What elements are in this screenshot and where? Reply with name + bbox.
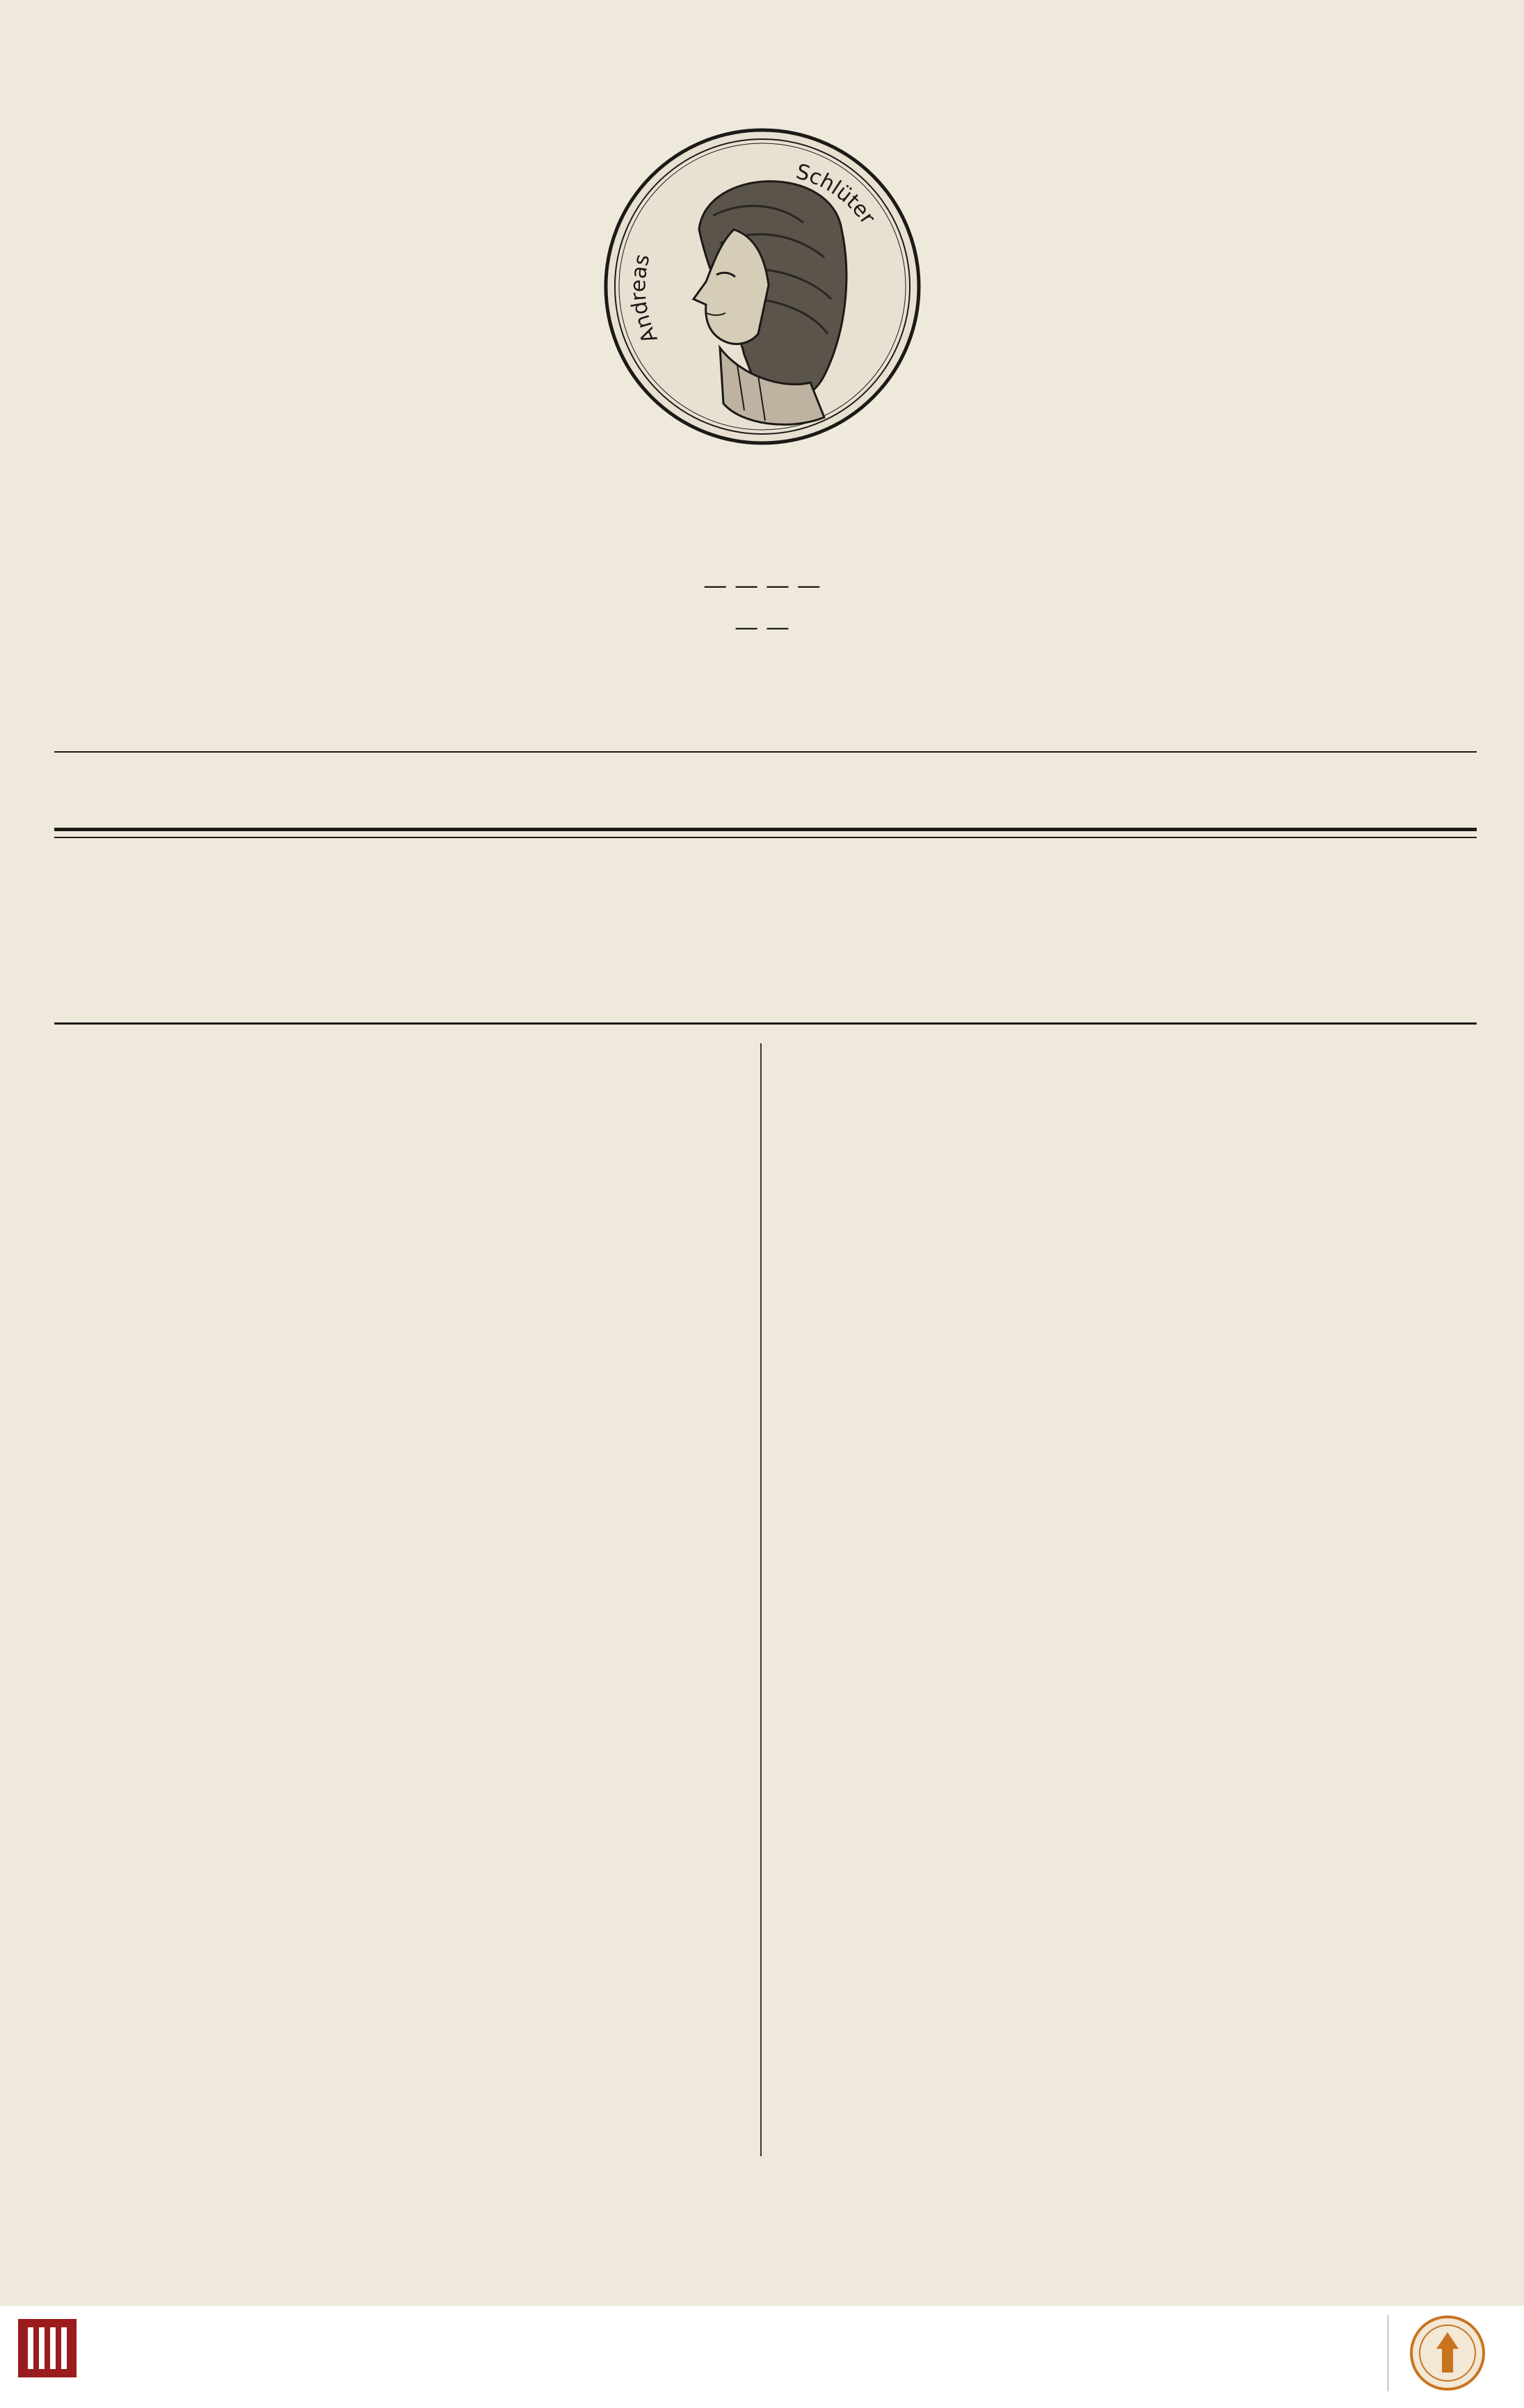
article-line bbox=[771, 1198, 1472, 1228]
masthead-title-right bbox=[952, 163, 1480, 289]
article-line bbox=[771, 1075, 1472, 1106]
article-line bbox=[54, 1440, 750, 1470]
schlueter-medal-portrait bbox=[602, 125, 923, 449]
article-line bbox=[54, 1991, 750, 2021]
article-line bbox=[54, 1746, 750, 1776]
article-line bbox=[771, 1228, 1472, 1259]
university-library-logo-icon bbox=[15, 2316, 79, 2380]
article-line bbox=[771, 1167, 1472, 1198]
article-line bbox=[54, 1195, 750, 1226]
header-rule-thick bbox=[54, 828, 1477, 831]
article-line bbox=[771, 1351, 1472, 1381]
article-line bbox=[54, 1562, 750, 1593]
article-line bbox=[54, 1287, 750, 1317]
contributors-line-1: — — — — bbox=[703, 572, 821, 600]
article-line bbox=[54, 1226, 750, 1256]
article-line bbox=[771, 1504, 1472, 1534]
article-line bbox=[771, 1534, 1472, 1565]
article-line bbox=[54, 1685, 750, 1715]
article-line bbox=[54, 1256, 750, 1287]
article-line bbox=[771, 1840, 1472, 1871]
article-line bbox=[771, 1443, 1472, 1473]
article-line bbox=[54, 1715, 750, 1746]
column-separator bbox=[760, 1043, 762, 2156]
svg-text:Schlüter: Schlüter bbox=[793, 159, 880, 230]
article-line bbox=[771, 1657, 1472, 1687]
article-line bbox=[771, 1749, 1472, 1779]
header-rule-thin bbox=[54, 837, 1477, 838]
article-line bbox=[771, 1045, 1472, 1075]
article-line bbox=[54, 1899, 750, 1929]
article-line bbox=[54, 1654, 750, 1685]
article-line bbox=[771, 1290, 1472, 1320]
article-line bbox=[771, 2024, 1472, 2055]
article-line bbox=[54, 1593, 750, 1623]
article-line bbox=[54, 1776, 750, 1807]
library-footer-bar bbox=[0, 2306, 1524, 2408]
article-line bbox=[54, 1317, 750, 1348]
contributors-line-2: — — bbox=[735, 613, 789, 641]
article-line bbox=[771, 1687, 1472, 1718]
article-line bbox=[771, 1320, 1472, 1351]
article-line bbox=[54, 1960, 750, 1991]
article-line bbox=[771, 1473, 1472, 1504]
article-line bbox=[54, 1348, 750, 1379]
article-line bbox=[54, 1807, 750, 1838]
article-line bbox=[771, 1259, 1472, 1290]
article-line bbox=[54, 1929, 750, 1960]
article-line bbox=[771, 1779, 1472, 1810]
article-line bbox=[54, 1623, 750, 1654]
article-line bbox=[771, 1993, 1472, 2024]
article-line bbox=[54, 1470, 750, 1501]
article-line bbox=[771, 1106, 1472, 1137]
article-line bbox=[771, 1412, 1472, 1443]
university-seal-icon bbox=[1409, 2314, 1486, 2392]
article-line bbox=[771, 1810, 1472, 1840]
article-line bbox=[771, 1381, 1472, 1412]
article-line bbox=[771, 1596, 1472, 1626]
article-column-right bbox=[771, 1045, 1472, 2055]
article-line bbox=[771, 1137, 1472, 1167]
masthead-title-left bbox=[99, 163, 572, 289]
article-line bbox=[771, 1871, 1472, 1902]
article-line bbox=[54, 1409, 750, 1440]
article-line bbox=[54, 1501, 750, 1532]
article-line bbox=[771, 1902, 1472, 1932]
article-line bbox=[771, 1626, 1472, 1657]
article-line bbox=[54, 1868, 750, 1899]
article-line bbox=[771, 1718, 1472, 1749]
article-line bbox=[54, 1532, 750, 1562]
article-line bbox=[771, 1565, 1472, 1596]
svg-text:Andreas: Andreas bbox=[626, 251, 663, 347]
article-line bbox=[771, 1963, 1472, 1993]
article-line bbox=[54, 1164, 750, 1195]
toc-rule bbox=[54, 1022, 1477, 1025]
article-line bbox=[771, 1932, 1472, 1963]
article-line bbox=[54, 1379, 750, 1409]
article-line bbox=[54, 1838, 750, 1868]
header-rule-top bbox=[54, 751, 1477, 753]
article-column-left bbox=[54, 1164, 750, 2021]
